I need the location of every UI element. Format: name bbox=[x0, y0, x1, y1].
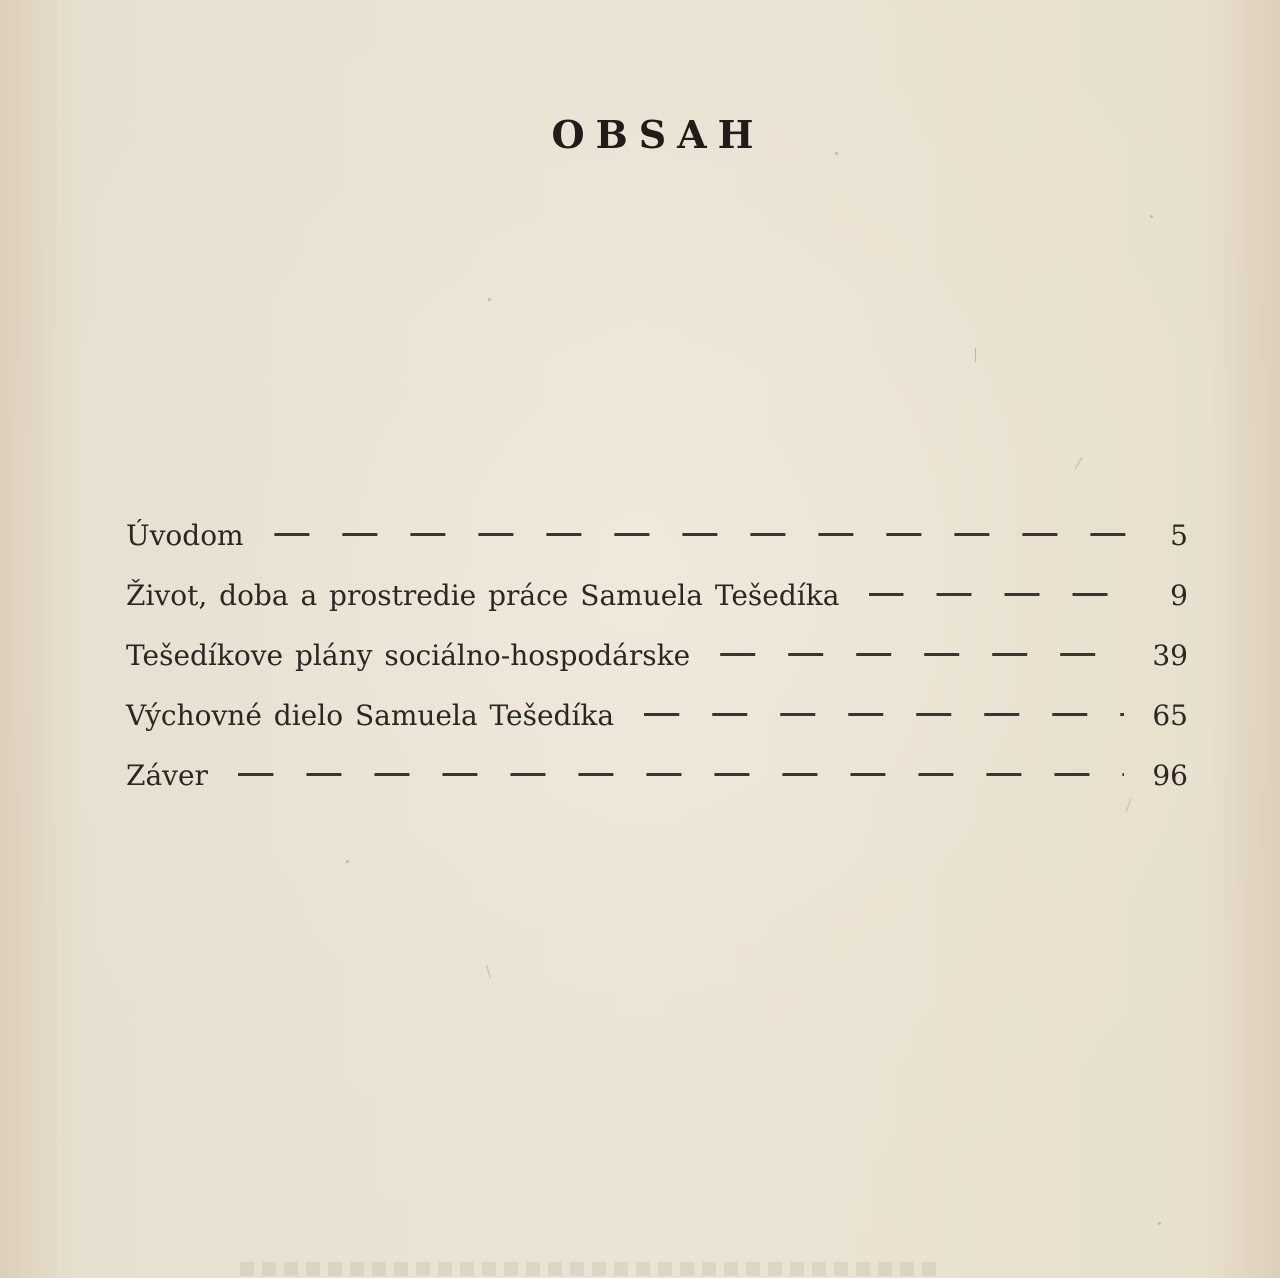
toc-entry-page: 39 bbox=[1152, 639, 1188, 672]
paper-speck bbox=[1150, 215, 1153, 218]
toc-entry-page: 5 bbox=[1170, 519, 1188, 552]
toc-entry-title: Záver bbox=[126, 759, 208, 792]
page-title: OBSAH bbox=[551, 112, 765, 157]
dash-leader bbox=[644, 713, 1124, 716]
dash-leader bbox=[869, 593, 1126, 596]
toc-entry bbox=[126, 632, 1188, 692]
show-through-text bbox=[240, 1262, 940, 1276]
dash-leader bbox=[274, 533, 1126, 536]
toc-entry-page: 65 bbox=[1152, 699, 1188, 732]
toc-entry bbox=[126, 692, 1188, 752]
paper-fiber bbox=[1075, 457, 1083, 470]
paper-fiber bbox=[486, 965, 491, 979]
paper-speck bbox=[488, 298, 491, 301]
toc-entry bbox=[126, 752, 1188, 812]
toc-entry bbox=[126, 512, 1188, 572]
paper-fiber bbox=[975, 348, 976, 362]
toc-entry-title: Úvodom bbox=[126, 519, 244, 552]
toc-entry-title: Výchovné dielo Samuela Tešedíka bbox=[126, 699, 615, 732]
paper-speck bbox=[346, 860, 349, 863]
dash-leader bbox=[720, 653, 1124, 656]
dash-leader bbox=[238, 773, 1124, 776]
table-of-contents bbox=[126, 512, 1188, 812]
toc-entry-title: Život, doba a prostredie práce Samuela Tešedíka bbox=[126, 579, 840, 612]
toc-entry-title: Tešedíkove plány sociálno-hospodárske bbox=[126, 639, 691, 672]
toc-entry bbox=[126, 572, 1188, 632]
toc-entry-page: 9 bbox=[1170, 579, 1188, 612]
toc-entry-page: 96 bbox=[1152, 759, 1188, 792]
paper-speck bbox=[1158, 1222, 1161, 1225]
